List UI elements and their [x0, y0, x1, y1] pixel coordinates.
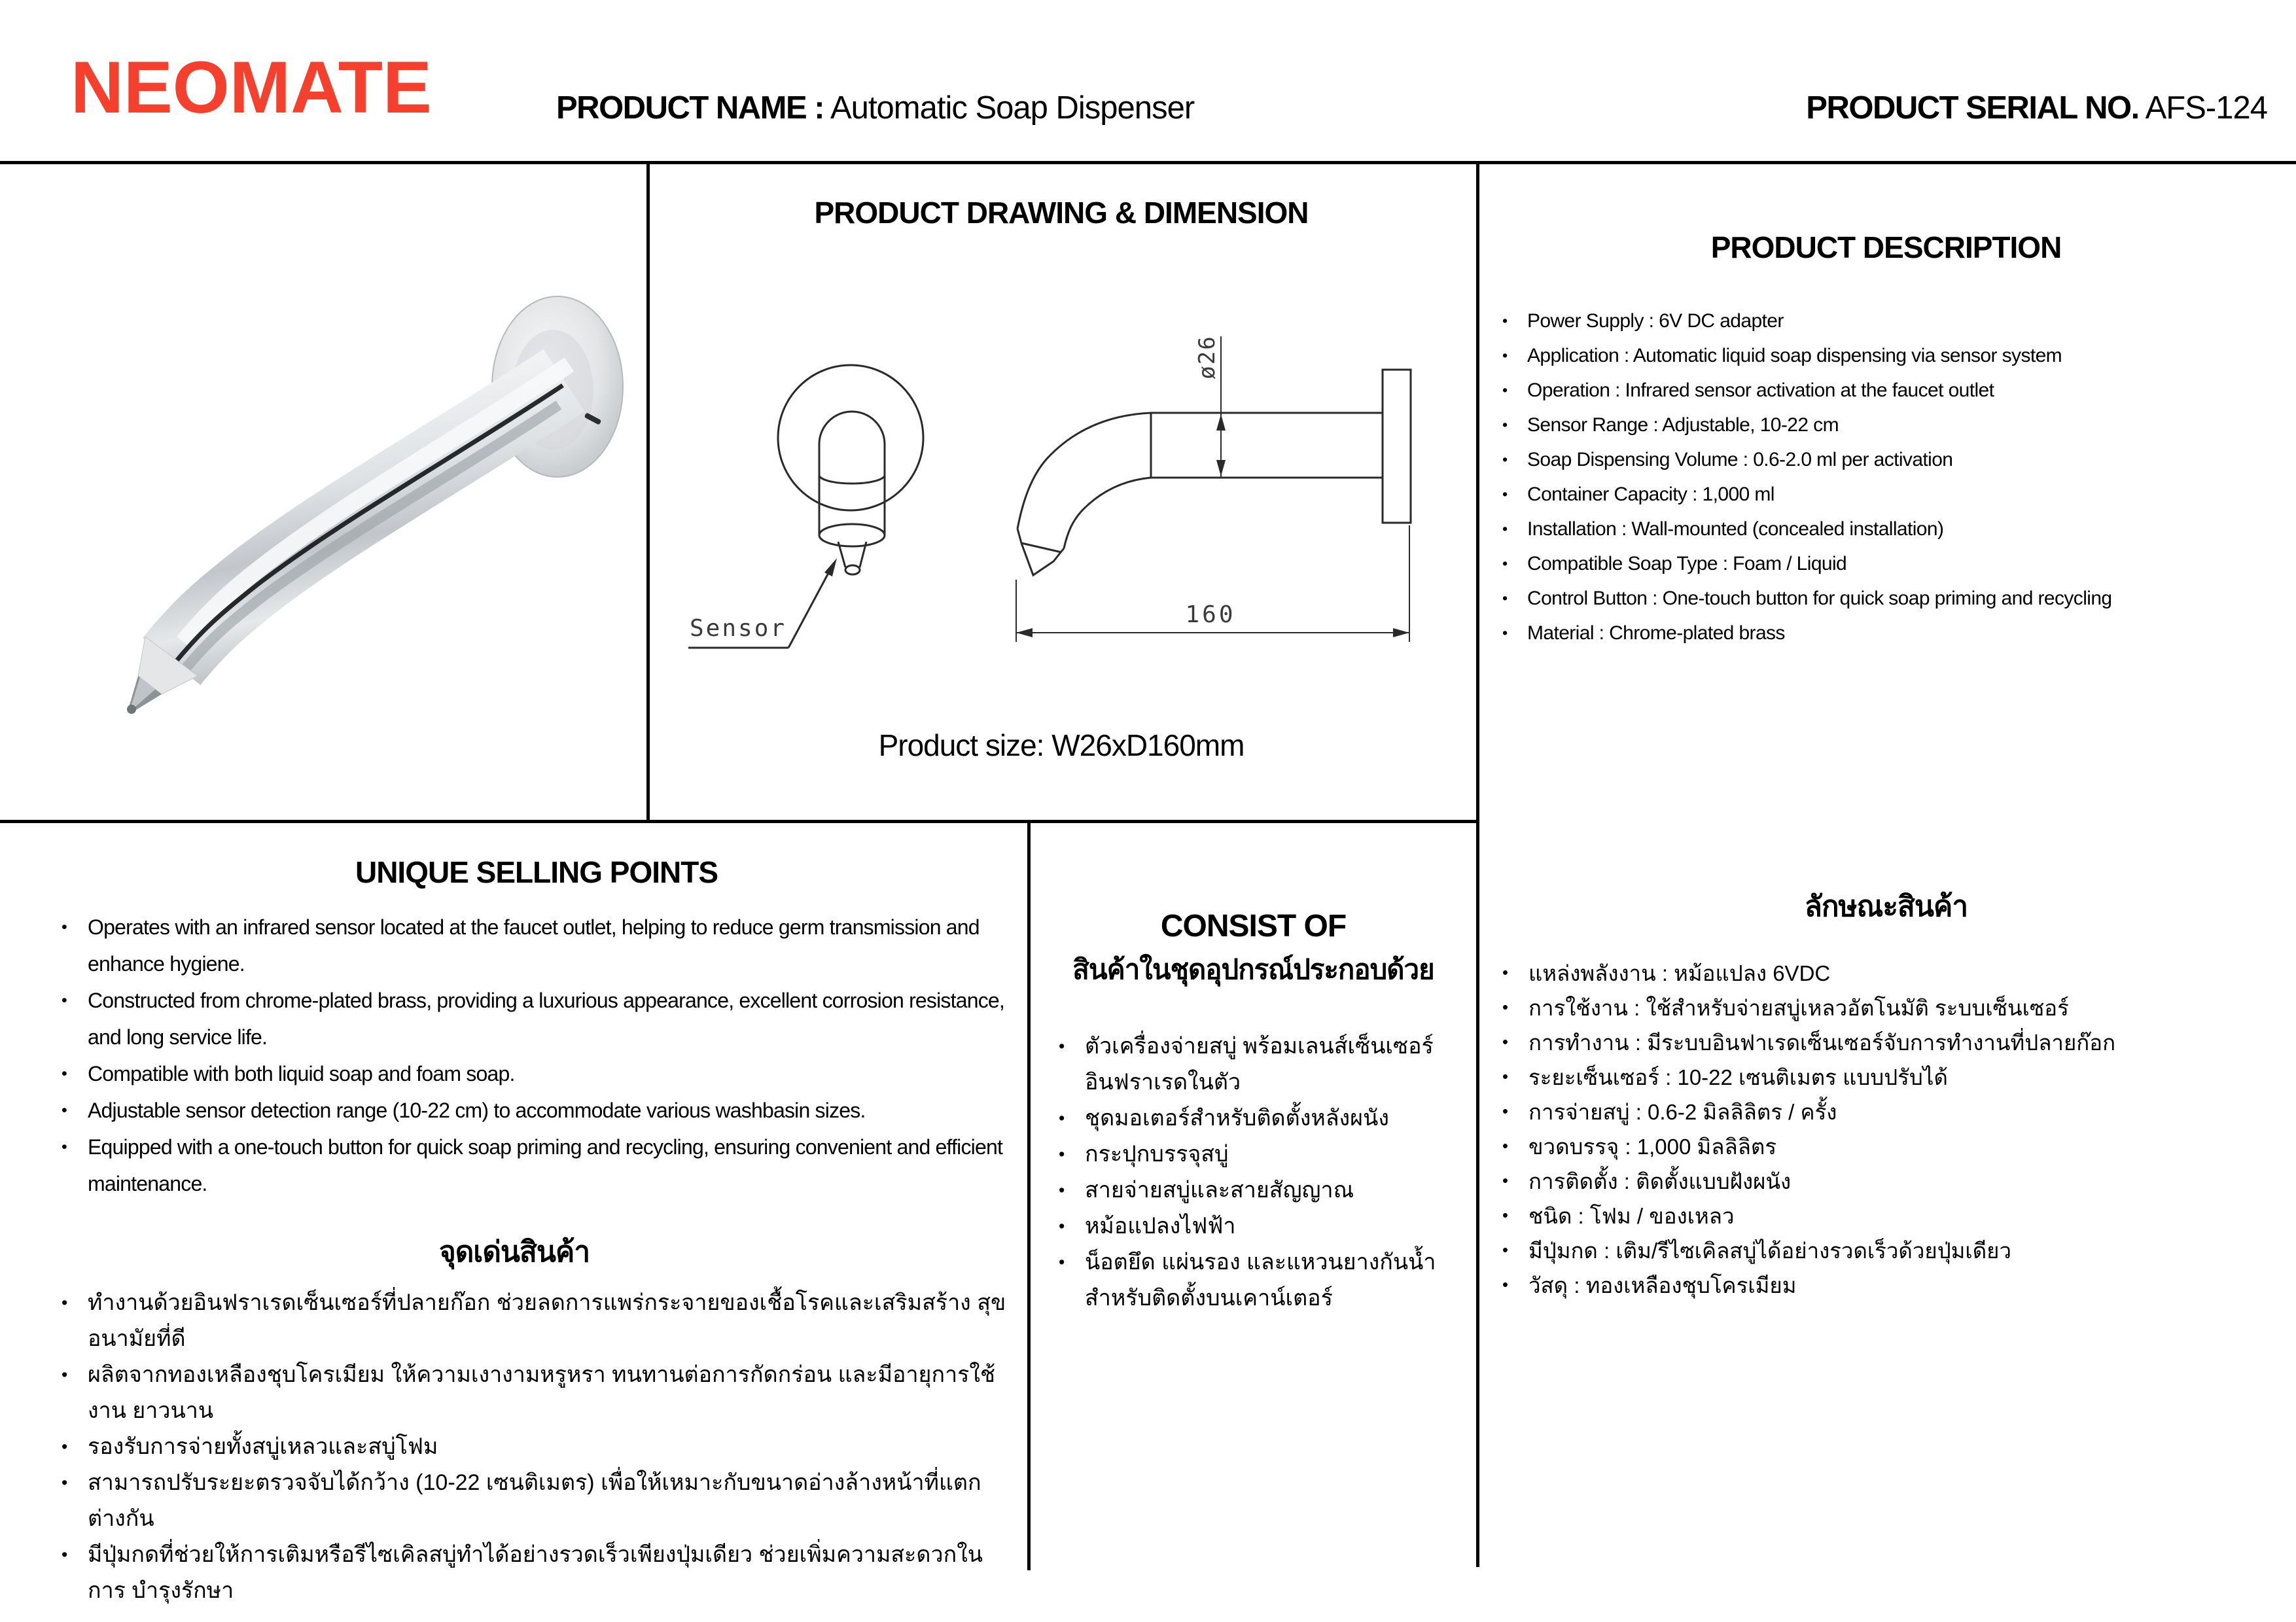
- list-item: • Soap Dispensing Volume : 0.6-2.0 ml per activation: [1498, 442, 2264, 477]
- divider-right-column: [1476, 161, 1479, 1567]
- list-item: • มีปุ่มกดที่ช่วยให้การเติมหรือรีไซเคิลสบู่ทำได้อย่างรวดเร็วเพียงปุ่มเดียว ช่วยเพิ่มความสะดวกในการ บำรุงรักษา: [58, 1537, 1014, 1609]
- length-label: 160: [1185, 601, 1236, 628]
- list-item: • Operation : Infrared sensor activation at the faucet outlet: [1498, 373, 2264, 408]
- features-th-title: ลักษณะสินค้า: [1804, 890, 1968, 923]
- diameter-label: ø26: [1194, 335, 1220, 379]
- list-item: • Equipped with a one-touch button for quick soap priming and recycling, ensuring convenient and efficient maintenance.: [58, 1129, 1014, 1202]
- serial-value: AFS-124: [2138, 90, 2267, 126]
- drawing-title: PRODUCT DRAWING & DIMENSION: [814, 196, 1309, 230]
- list-item: • Operates with an infrared sensor located at the faucet outlet, helping to reduce germ transmission and enhance hygiene.: [58, 909, 1014, 982]
- usp-th-title: จุดเด่นสินค้า: [438, 1236, 590, 1268]
- product-serial-line: [1806, 86, 2267, 130]
- consist-title: CONSIST OF: [1160, 909, 1347, 943]
- list-item: • ตัวเครื่องจ่ายสบู่ พร้อมเลนส์เซ็นเซอร์ อินฟราเรดในตัว: [1055, 1029, 1458, 1101]
- list-item: • วัสดุ : ทองเหลืองชุบโครเมียม: [1498, 1268, 2257, 1303]
- divider-mid-horizontal: [0, 820, 1479, 823]
- list-item: • Compatible Soap Type : Foam / Liquid: [1498, 546, 2264, 581]
- list-item: • ขวดบรรจุ : 1,000 มิลลิลิตร: [1498, 1129, 2257, 1164]
- list-item: • สามารถปรับระยะตรวจจับได้กว้าง (10-22 เซนติเมตร) เพื่อให้เหมาะกับขนาดอ่างล้างหน้าที่แตกต่างกัน: [58, 1465, 1014, 1537]
- list-item: • การติดตั้ง : ติดตั้งแบบฝังผนัง: [1498, 1164, 2257, 1199]
- list-item: • Control Button : One-touch button for quick soap priming and recycling: [1498, 581, 2264, 616]
- usp-list: [58, 909, 1014, 1202]
- usp-th-list: [58, 1285, 1014, 1609]
- side-view: [1017, 370, 1411, 575]
- list-item: • การใช้งาน : ใช้สำหรับจ่ายสบู่เหลวอัตโนมัติ ระบบเซ็นเซอร์: [1498, 991, 2257, 1025]
- list-item: • Sensor Range : Adjustable, 10-22 cm: [1498, 408, 2264, 442]
- list-item: • Application : Automatic liquid soap dispensing via sensor system: [1498, 338, 2264, 373]
- sensor-tip-dot: [127, 705, 136, 714]
- description-title: PRODUCT DESCRIPTION: [1710, 230, 2062, 264]
- list-item: • กระปุกบรรจุสบู่: [1055, 1137, 1458, 1172]
- product-size-caption: Product size: W26xD160mm: [878, 728, 1245, 762]
- front-view: [778, 365, 923, 574]
- spout-tube: [171, 364, 569, 675]
- product-name-value: Automatic Soap Dispenser: [824, 90, 1195, 126]
- list-item: • Material : Chrome-plated brass: [1498, 616, 2264, 650]
- list-item: • รองรับการจ่ายทั้งสบู่เหลวและสบู่โฟม: [58, 1429, 1014, 1465]
- list-item: • Power Supply : 6V DC adapter: [1498, 304, 2264, 338]
- product-name-label: PRODUCT NAME :: [556, 90, 824, 126]
- list-item: • ทำงานด้วยอินฟราเรดเซ็นเซอร์ที่ปลายก๊อก ช่วยลดการแพร่กระจายของเชื้อโรคและเสริมสร้าง สุขอนามัยที่ดี: [58, 1285, 1014, 1357]
- list-item: • หม้อแปลงไฟฟ้า: [1055, 1208, 1458, 1244]
- serial-label: PRODUCT SERIAL NO.: [1806, 90, 2139, 126]
- list-item: • แหล่งพลังงาน : หม้อแปลง 6VDC: [1498, 956, 2257, 991]
- list-item: • การจ่ายสบู่ : 0.6-2 มิลลิลิตร / ครั้ง: [1498, 1095, 2257, 1129]
- list-item: • Adjustable sensor detection range (10-22 cm) to accommodate various washbasin sizes.: [58, 1092, 1014, 1129]
- brand-logo: NEOMATE: [71, 46, 432, 128]
- list-item: • น็อตยึด แผ่นรอง และแหวนยางกันน้ำ สำหรับติดตั้งบนเคาน์เตอร์: [1055, 1244, 1458, 1316]
- list-item: • Compatible with both liquid soap and foam soap.: [58, 1055, 1014, 1092]
- list-item: • ผลิตจากทองเหลืองชุบโครเมียม ให้ความเงางามหรูหรา ทนทานต่อการกัดกร่อน และมีอายุการใช้งาน ยาวนาน: [58, 1357, 1014, 1429]
- product-name-line: [556, 86, 1194, 130]
- list-item: • Installation : Wall-mounted (concealed installation): [1498, 512, 2264, 546]
- list-item: • Container Capacity : 1,000 ml: [1498, 477, 2264, 512]
- list-item: • การทำงาน : มีระบบอินฟาเรดเซ็นเซอร์จับการทำงานที่ปลายก๊อก: [1498, 1025, 2257, 1060]
- list-item: • สายจ่ายสบู่และสายสัญญาณ: [1055, 1172, 1458, 1208]
- list-item: • ระยะเซ็นเซอร์ : 10-22 เซนติเมตร แบบปรับได้: [1498, 1060, 2257, 1095]
- consist-th-subtitle: สินค้าในชุดอุปกรณ์ประกอบด้วย: [1072, 954, 1434, 985]
- sensor-label: Sensor: [690, 615, 787, 642]
- list-item: • มีปุ่มกด : เติม/รีไซเคิลสบู่ได้อย่างรวดเร็วด้วยปุ่มเดียว: [1498, 1233, 2257, 1268]
- features-th-list: [1498, 956, 2257, 1303]
- usp-title: UNIQUE SELLING POINTS: [355, 855, 718, 889]
- technical-drawing: [646, 161, 1476, 820]
- list-item: • ชนิด : โฟม / ของเหลว: [1498, 1199, 2257, 1233]
- consist-list: [1055, 1029, 1458, 1316]
- product-photo: [0, 164, 646, 820]
- description-list: [1498, 304, 2264, 650]
- list-item: • Constructed from chrome-plated brass, providing a luxurious appearance, excellent corrosion resistance, and long service life.: [58, 982, 1014, 1055]
- list-item: • ชุดมอเตอร์สำหรับติดตั้งหลังผนัง: [1055, 1101, 1458, 1137]
